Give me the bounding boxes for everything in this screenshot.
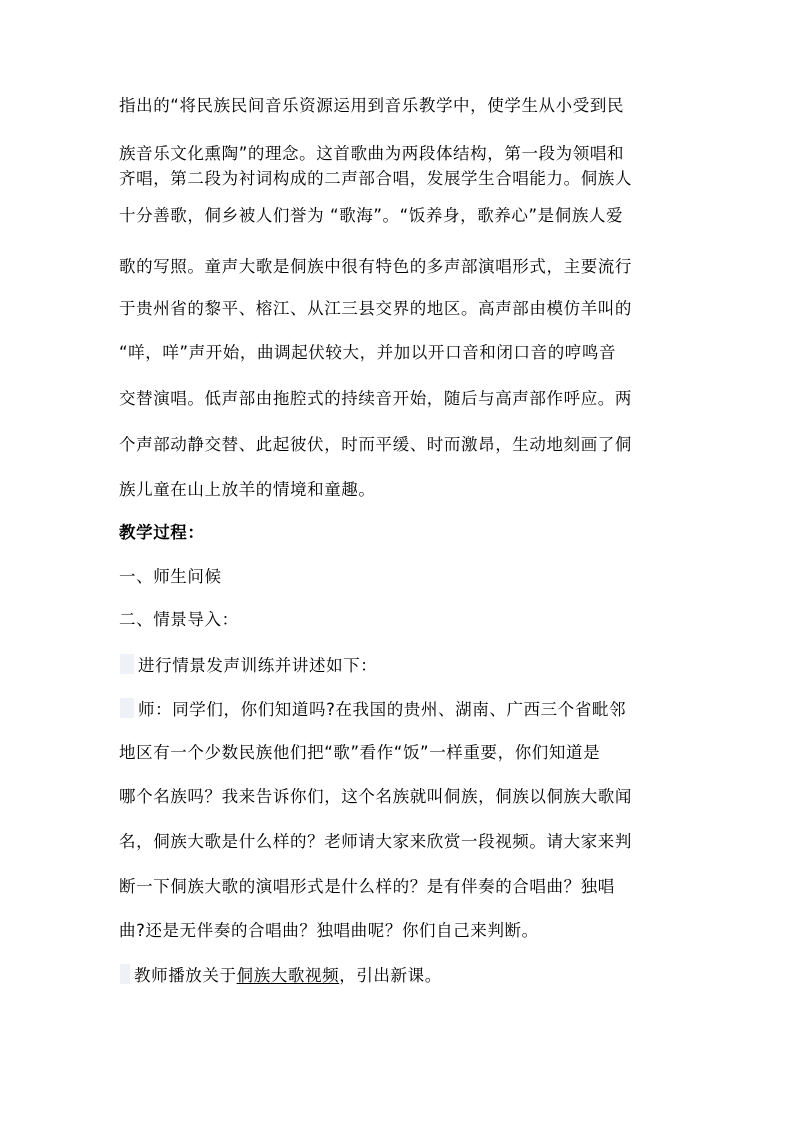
teacher-line: 哪个名族吗？我来告诉你们，这个名族就叫侗族，侗族以侗族大歌闻: [119, 787, 632, 806]
final-line: [120, 964, 442, 987]
video-link[interactable]: 侗族大歌视频: [236, 966, 340, 985]
section-title: 一、师生问候: [119, 567, 222, 586]
paragraph-line: 个声部动静交替、此起彼伏，时而平缓、时而激昂，生动地刻画了侗: [119, 435, 632, 454]
teacher-text: 师：同学们，你们知道吗?在我国的贵州、湖南、广西三个省毗邻: [138, 700, 627, 719]
paragraph-line: 指出的“将民族民间音乐资源运用到音乐教学中，使学生从小受到民: [119, 96, 625, 115]
paragraph-line: 族儿童在山上放羊的情境和童趣。: [119, 480, 376, 499]
teacher-line: 断一下侗族大歌的演唱形式是什么样的？是有伴奏的合唱曲？独唱: [119, 877, 615, 896]
section-title: 二、情景导入：: [119, 610, 239, 629]
intro-text: 进行情景发声训练并讲述如下：: [138, 656, 378, 675]
final-prefix: 教师播放关于: [134, 966, 237, 985]
section-heading: 教学过程：: [119, 523, 205, 542]
paragraph-line: 齐唱，第二段为衬词构成的二声部合唱，发展学生合唱能力。侗族人: [119, 169, 632, 188]
paragraph-marker: [120, 964, 130, 984]
teacher-line: 名，侗族大歌是什么样的？老师请大家来欣赏一段视频。请大家来判: [119, 832, 632, 851]
teacher-line: 曲?还是无伴奏的合唱曲？独唱曲呢？你们自己来判断。: [119, 921, 539, 940]
paragraph-line: 十分善歌，侗乡被人们誉为 “歌海”。“饭养身，歌养心”是侗族人爱: [119, 206, 624, 225]
paragraph-line: 歌的写照。童声大歌是侗族中很有特色的多声部演唱形式，主要流行: [119, 257, 632, 276]
paragraph-marker: [120, 698, 134, 718]
paragraph-marker: [120, 654, 134, 674]
paragraph-line: 于贵州省的黎平、榕江、从江三县交界的地区。高声部由模仿羊叫的: [119, 299, 632, 318]
intro-line: [120, 654, 377, 677]
teacher-line: 地区有一个少数民族他们把“歌”看作“饭”一样重要，你们知道是: [119, 743, 601, 762]
teacher-line: [120, 698, 626, 721]
paragraph-line: 交替演唱。低声部由拖腔式的持续音开始，随后与高声部作呼应。两: [119, 389, 632, 408]
paragraph-line: 族音乐文化熏陶”的理念。这首歌曲为两段体结构，第一段为领唱和: [119, 144, 625, 163]
paragraph-line: “咩，咩”声开始，曲调起伏较大，并加以开口音和闭口音的哼鸣音: [119, 343, 617, 362]
final-suffix: ，引出新课。: [339, 966, 442, 985]
